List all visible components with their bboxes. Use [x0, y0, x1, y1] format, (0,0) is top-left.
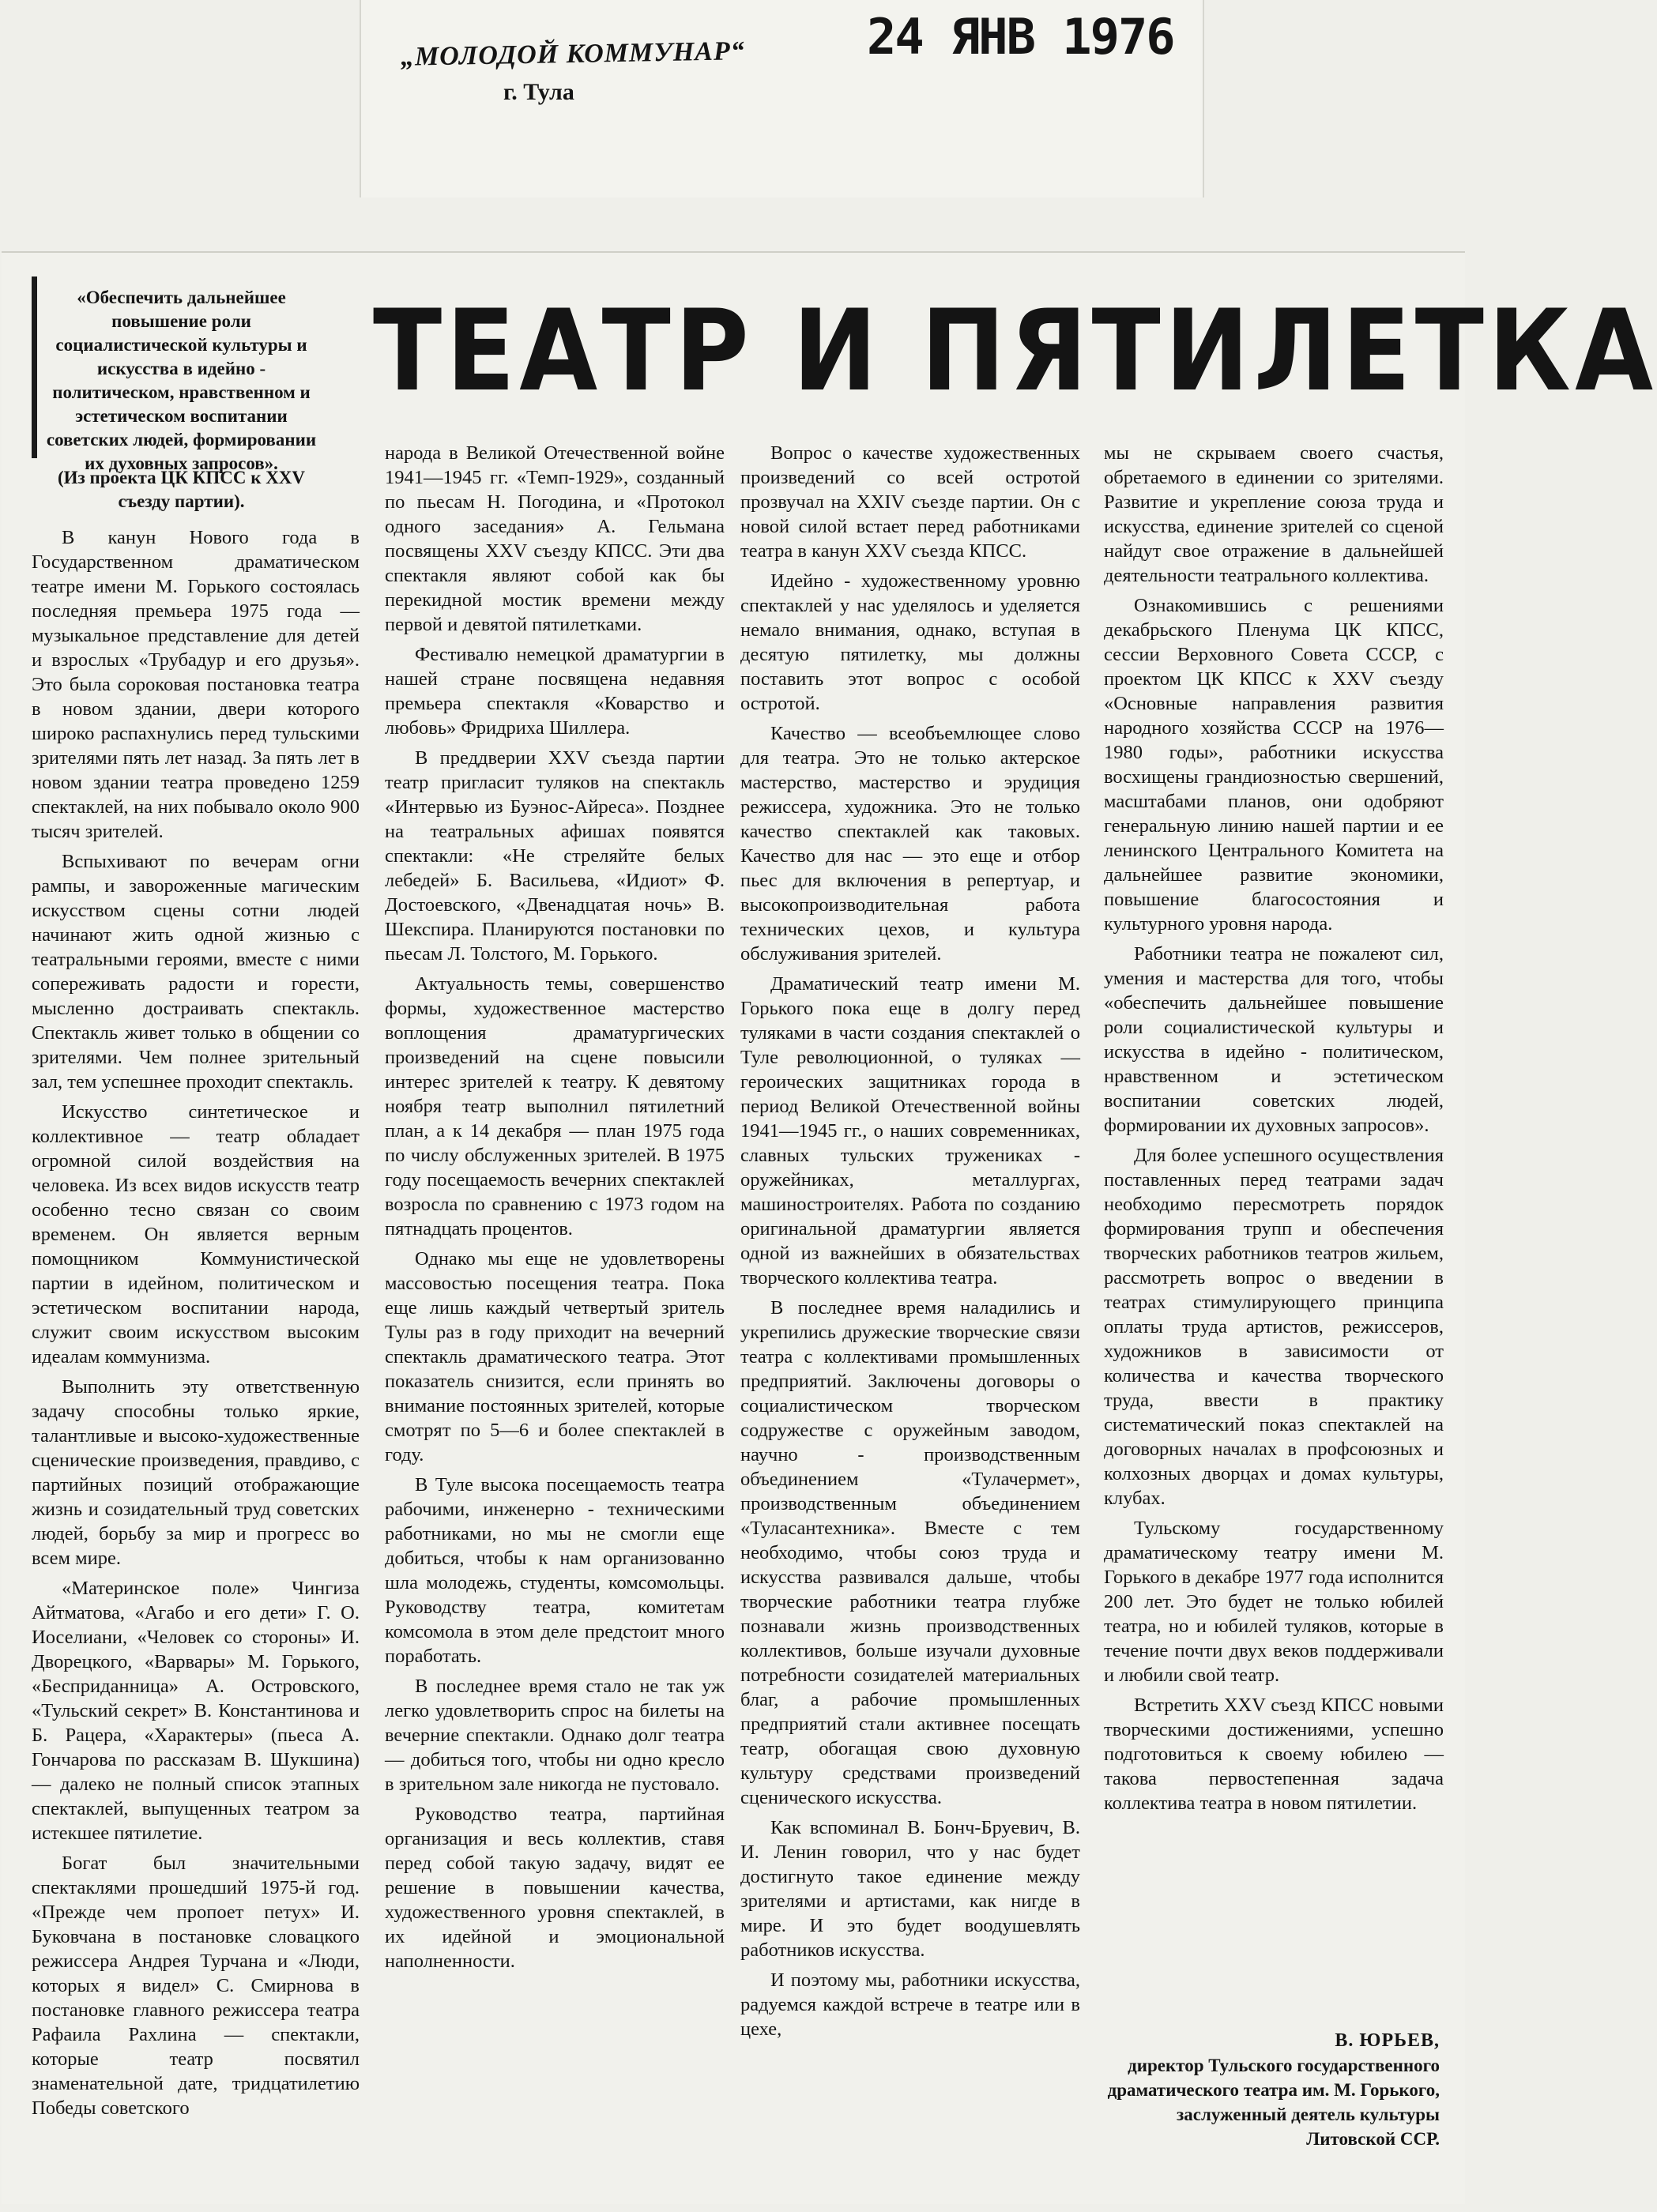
- column-2: [385, 441, 725, 1979]
- article-paragraph: Актуальность темы, совершенство формы, художественное мастерство воплощения драматургических произведений на сцене повысили интерес зрителей к театру. К девятому ноября театр выполнил пятилетний план, а к 14 декабря — план 1975 года по числу обслуженных зрителей. В 1975 году посещаемость вечерних спектаклей возросла по сравнению с 1973 годом на пятнадцать процентов.: [385, 973, 725, 1240]
- article-paragraph: В Туле высока посещаемость театра рабочими, инженерно - техническими работниками, но мы не смогли еще добиться, чтобы к нам организованно шла молодежь, студенты, комсомольцы. Руководству театра, комитетам комсомола в этом деле предстоит много поработать.: [385, 1474, 725, 1667]
- newspaper-clipping: [2, 251, 1657, 2204]
- article-paragraph: Качество — всеобъемлющее слово для театра. Это не только актерское мастерство, мастерство и эрудиция режиссера, художника. Это не только качество спектаклей как таковых. Качество для нас — это еще и отбор пьес для включения в репертуар, и высокопроизводительная работа технических цехов, и культура обслуживания зрителей.: [740, 723, 1080, 965]
- column-4: [1104, 441, 1444, 1821]
- article-paragraph: Искусство синтетическое и коллективное — театр обладает огромной силой воздействия на человека. Из всех видов искусств театр особенно тесно связан со своим временем. Он является верным помощником Коммунистической партии в идейном, политическом и эстетическом воспитании народа, служит своим искусством высоким идеалам коммунизма.: [32, 1101, 360, 1367]
- date-stamp: 24 ЯНВ 1976: [867, 8, 1174, 66]
- article-paragraph: народа в Великой Отечественной войне 1941—1945 гг. «Темп-1929», созданный по пьесам Н. Погодина, и «Протокол одного заседания» А. Гельмана посвящены XXV съезду КПСС. Эти два спектакля являют собой как бы перекидной мостик времени между первой и девятой пятилетками.: [385, 442, 725, 635]
- article-paragraph: Однако мы еще не удовлетворены массовостью посещения театра. Пока еще лишь каждый четвертый зритель Тулы раз в году приходит на вечерний спектакль драматического театра. Этот показатель снизится, если принять во внимание постоянных зрителей, которые смотрят по 5—6 и более спектаклей в году.: [385, 1248, 725, 1465]
- newspaper-city: г. Тула: [503, 79, 574, 105]
- article-paragraph: Фестивалю немецкой драматургии в нашей стране посвящена недавняя премьера спектакля «Коварство и любовь» Фридриха Шиллера.: [385, 644, 725, 739]
- author-title: директор Тульского государственного драматического театра им. М. Горького, заслуженный деятель культуры Литовской ССР.: [1107, 2056, 1440, 2149]
- author-signature: [1100, 2029, 1440, 2151]
- article-paragraph: Вспыхивают по вечерам огни рампы, и завороженные магическим искусством сцены сотни людей начинают жить одной жизнью с театральными героями, вместе с ними сопереживать радости и горести, мысленно достраивать спектакль. Спектакль живет только в общении со зрителями. Чем полнее зрительный зал, тем успешнее проходит спектакль.: [32, 851, 360, 1093]
- article-paragraph: мы не скрываем своего счастья, обретаемого в единении со зрителями. Развитие и укрепление союза труда и искусства, единение зрителей со сценой найдут свое отражение в дальнейшей деятельности театрального коллектива.: [1104, 442, 1444, 586]
- article-paragraph: Вопрос о качестве художественных произведений со всей остротой прозвучал на XXIV съезде партии. Он с новой силой встает перед работниками театра в канун XXV съезда КПСС.: [740, 442, 1080, 562]
- source-label: [360, 0, 1204, 198]
- article-paragraph: Руководство театра, партийная организация и весь коллектив, ставя перед собой такую задачу, видят ее решение в повышении качества, художественного уровня спектаклей, в их идейной и эмоциональной наполненности.: [385, 1804, 725, 1972]
- article-paragraph: Для более успешного осуществления поставленных перед театрами задач необходимо пересмотреть порядок формирования трупп и обеспечения творческих работников театров жильем, рассмотреть вопрос о введении в театрах стимулирующего принципа оплаты труда артистов, режиссеров, художников в зависимости от количества и качества творческого труда, ввести в практику систематический показ спектаклей на договорных началах в профсоюзных и колхозных дворцах и домах культуры, клубах.: [1104, 1145, 1444, 1509]
- article-paragraph: В последнее время наладились и укрепились дружеские творческие связи театра с коллективами промышленных предприятий. Заключены договоры о социалистическом творческом содружестве с оружейным заводом, научно - производственным объединением «Тулачермет», производственным объединением «Туласантехника». Вместе с тем необходимо, чтобы союз труда и искусства развивался дальше, чтобы творческие работники театра глубже познавали жизнь производственных коллективов, больше изучали духовные потребности созидателей материальных благ, а рабочие промышленных предприятий стали активнее посещать театр, обогащая свою духовную культуру средствами произведений сценического искусства.: [740, 1297, 1080, 1808]
- article-paragraph: В преддверии XXV съезда партии театр пригласит туляков на спектакль «Интервью из Буэнос-Айреса». Позднее на театральных афишах появятся спектакли: «Не стреляйте белых лебедей» Б. Васильева, «Идиот» Ф. Достоевского, «Двенадцатая ночь» В. Шекспира. Планируются постановки по пьесам Л. Толстого, М. Горького.: [385, 747, 725, 965]
- article-paragraph: Идейно - художественному уровню спектаклей у нас уделялось и уделяется немало внимания, однако, вступая в десятую пятилетку, мы должны поставить этот вопрос с особой остротой.: [740, 570, 1080, 714]
- article-paragraph: Выполнить эту ответственную задачу способны только яркие, талантливые и высоко-художественные сценические произведения, правдиво, с партийных позиций отображающие жизнь и созидательный труд советских людей, борьбу за мир и прогресс во всем мире.: [32, 1376, 360, 1569]
- article-paragraph: «Материнское поле» Чингиза Айтматова, «Агабо и его дети» Г. О. Иоселиани, «Человек со стороны» И. Дворецкого, «Варвары» М. Горького, «Бесприданница» А. Островского, «Тульский секрет» В. Константинова и Б. Рацера, «Характеры» (пьеса А. Гончарова по рассказам В. Шукшина) — далеко не полный список этапных спектаклей, выпущенных театром за истекшее пятилетие.: [32, 1578, 360, 1844]
- article-headline: ТЕАТР И ПЯТИЛЕТКА: [373, 286, 1657, 416]
- article-paragraph: Работники театра не пожалеют сил, умения и мастерства для того, чтобы «обеспечить дальнейшее повышение роли социалистической культуры и искусства в идейно - политическом, нравственном и эстетическом воспитании советских людей, формировании их духовных запросов».: [1104, 943, 1444, 1136]
- column-1: [32, 525, 360, 2126]
- article-paragraph: Богат был значительными спектаклями прошедший 1975-й год. «Прежде чем пропоет петух» И. Буковчана в постановке словацкого режиссера Андрея Турчана и «Люди, которых я видел» С. Смирнова в постановке главного режиссера театра Рафаила Рахлина — спектакли, которые театр посвятил знаменательной дате, тридцатилетию Победы советского: [32, 1853, 360, 2119]
- column-3: [740, 441, 1080, 2047]
- epigraph-source: (Из проекта ЦК КПСС к XXV съезду партии).: [57, 468, 306, 511]
- epigraph: «Обеспечить дальнейшее повышение роли социалистической культуры и искусства в идейно - политическом, нравственном и эстетическом воспитании советских людей, формировании их духовных запросов».: [46, 288, 317, 473]
- article-paragraph: Тульскому государственному драматическому театру имени М. Горького в декабре 1977 года исполнится 200 лет. Это будет не только юбилей театра, но и юбилей туляков, которые в течение почти двух веков поддерживали и любили свой театр.: [1104, 1518, 1444, 1686]
- article-paragraph: Встретить XXV съезд КПСС новыми творческими достижениями, успешно подготовиться к своему юбилею — такова первостепенная задача коллектива театра в новом пятилетии.: [1104, 1695, 1444, 1814]
- article-paragraph: В последнее время стало не так уж легко удовлетворить спрос на билеты на вечерние спектакли. Однако долг театра — добиться того, чтобы ни одно кресло в зрительном зале никогда не пустовало.: [385, 1676, 725, 1795]
- newspaper-name: „МОЛОДОЙ КОММУНАР“: [400, 36, 746, 72]
- author-name: В. ЮРЬЕВ,: [1335, 2030, 1440, 2051]
- article-paragraph: В канун Нового года в Государственном драматическом театре имени М. Горького состоялась последняя премьера 1975 года — музыкальное представление для детей и взрослых «Трубадур и его друзья». Это была сороковая постановка театра в новом здании, двери которого широко распахнулись перед тульскими зрителями пять лет назад. За пять лет в новом здании театра проведено 1259 спектаклей, на них побывало около 900 тысяч зрителей.: [32, 527, 360, 842]
- article-paragraph: Как вспоминал В. Бонч-Бруевич, В. И. Ленин говорил, что у нас будет достигнуто такое единение между зрителями и артистами, как нигде в мире. И это будет воодушевлять работников искусства.: [740, 1817, 1080, 1961]
- article-paragraph: Драматический театр имени М. Горького пока еще в долгу перед туляками в части создания спектаклей о Туле революционной, о туляках — героических защитниках города в период Великой Отечественной войны 1941—1945 гг., о наших современниках, славных тульских тружениках - оружейниках, металлургах, машиностроителях. Работа по созданию оригинальной драматургии является одной из важнейших в обязательствах творческого коллектива театра.: [740, 973, 1080, 1288]
- epigraph-bar: [32, 276, 37, 458]
- article-paragraph: Ознакомившись с решениями декабрьского Пленума ЦК КПСС, сессии Верховного Совета СССР, с проектом ЦК КПСС к XXV съезду «Основные направления развития народного хозяйства СССР на 1976—1980 годы», работники искусства восхищены грандиозностью свершений, масштабами планов, они одобряют генеральную линию нашей партии и ее ленинского Центрального Комитета на дальнейшее развитие экономики, повышение благосостояния и культурного уровня народа.: [1104, 595, 1444, 935]
- article-paragraph: И поэтому мы, работники искусства, радуемся каждой встрече в театре или в цехе,: [740, 1969, 1080, 2040]
